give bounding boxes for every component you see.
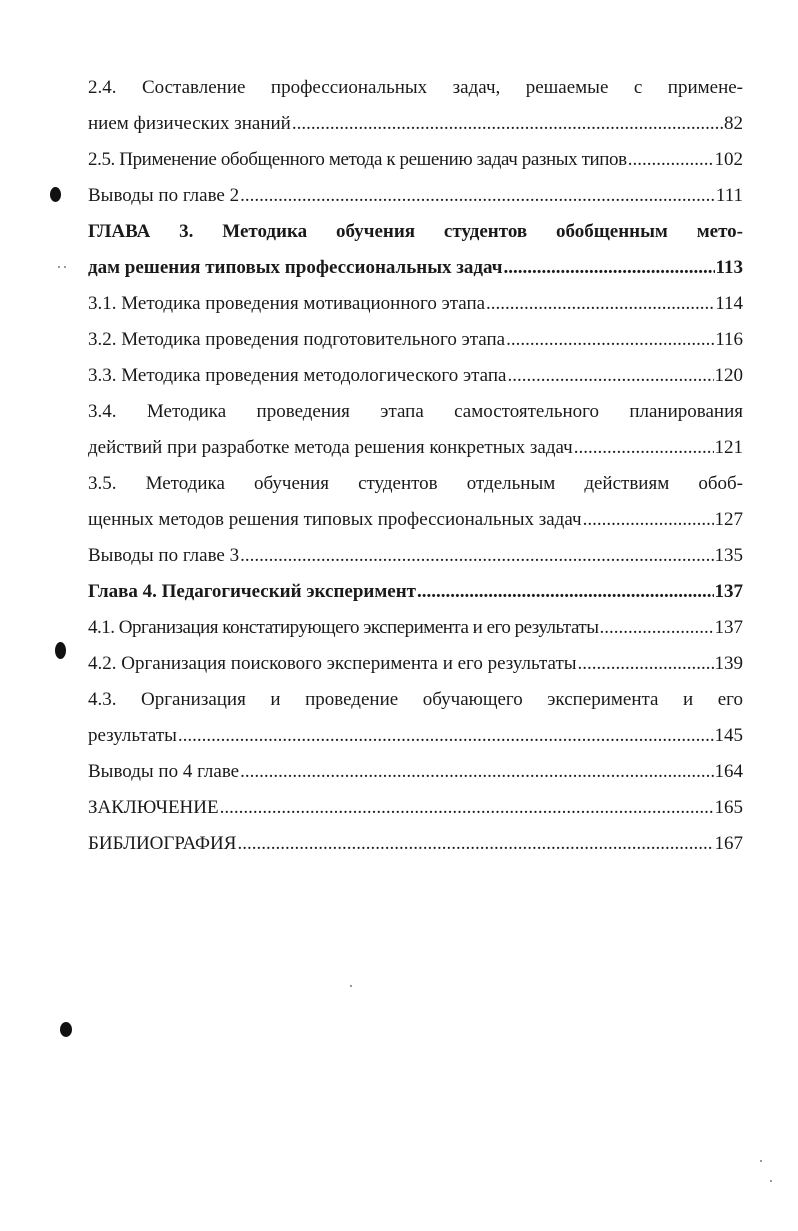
dot-leader	[240, 538, 713, 574]
toc-page-number: 135	[714, 545, 743, 566]
toc-entry-title: действий при разработке метода решения конкретных задач	[88, 437, 573, 458]
toc-page-number: 164	[714, 761, 743, 782]
scan-speck	[58, 266, 60, 268]
toc-entry-title: БИБЛИОГРАФИЯ	[88, 833, 237, 854]
toc-entry[interactable]	[88, 142, 743, 178]
toc-entry-title: 3.1. Методика проведения мотивационного этапа	[88, 293, 486, 314]
toc-chapter-entry[interactable]	[88, 574, 743, 610]
toc-entry[interactable]	[88, 106, 743, 142]
toc-entry-title: результаты	[88, 725, 177, 746]
dot-leader	[507, 358, 713, 394]
toc-page-number: 145	[714, 725, 743, 746]
dot-leader	[292, 106, 723, 142]
toc-chapter-line: ГЛАВА 3. Методика обучения студентов обобщенным мето-	[88, 221, 743, 242]
dot-leader	[220, 790, 714, 826]
dot-leader	[178, 718, 714, 754]
dot-leader	[628, 142, 714, 178]
toc-page-number: 139	[714, 653, 743, 674]
dot-leader	[574, 430, 714, 466]
dot-leader	[583, 502, 714, 538]
dot-leader	[240, 178, 715, 214]
toc-page-number: 111	[715, 185, 743, 206]
binder-hole-mark	[55, 642, 66, 659]
dot-leader	[486, 286, 714, 322]
toc-page-number: 114	[715, 293, 743, 314]
toc-entry-title: 4.2. Организация поискового эксперимента и его результаты	[88, 653, 577, 674]
toc-entry[interactable]	[88, 538, 743, 574]
toc-page-number: 127	[714, 509, 743, 530]
toc-page-number: 121	[714, 437, 743, 458]
dot-leader	[504, 250, 715, 286]
toc-page-number: 137	[714, 617, 743, 638]
toc-entry[interactable]	[88, 790, 743, 826]
dot-leader	[240, 754, 713, 790]
dot-leader	[506, 322, 714, 358]
toc-entry[interactable]	[88, 322, 743, 358]
scan-speck	[350, 985, 352, 987]
dot-leader	[599, 610, 713, 646]
toc-entry-title: ЗАКЛЮЧЕНИЕ	[88, 797, 219, 818]
toc-entry-title: Выводы по 4 главе	[88, 761, 240, 782]
toc-entry-line: 2.4. Составление профессиональных задач, решаемые с примене-	[88, 77, 743, 98]
toc-entry[interactable]	[88, 358, 743, 394]
toc-page-number: 102	[714, 149, 743, 170]
toc-entry-title: щенных методов решения типовых профессиональных задач	[88, 509, 582, 530]
toc-page-number: 137	[714, 581, 743, 602]
toc-entry-title: нием физических знаний	[88, 113, 291, 134]
toc-entry[interactable]	[88, 754, 743, 790]
toc-page-number: 167	[714, 833, 743, 854]
toc-entry[interactable]	[88, 430, 743, 466]
toc-entry[interactable]	[88, 718, 743, 754]
dot-leader	[237, 826, 713, 862]
dot-leader	[417, 574, 714, 610]
toc-entry-title: Выводы по главе 3	[88, 545, 240, 566]
toc-entry-line: 3.4. Методика проведения этапа самостоятельного планирования	[88, 401, 743, 422]
toc-entry-title: Выводы по главе 2	[88, 185, 240, 206]
toc-entry-title: 2.5. Применение обобщенного метода к решению задач разных типов	[88, 149, 627, 170]
toc-entry[interactable]	[88, 610, 743, 646]
scan-speck	[770, 1180, 772, 1182]
toc-chapter-entry[interactable]	[88, 250, 743, 286]
toc-entry-title: дам решения типовых профессиональных задач	[88, 257, 503, 278]
toc-entry-title: 3.3. Методика проведения методологического этапа	[88, 365, 507, 386]
toc-entry-line: 3.5. Методика обучения студентов отдельным действиям обоб-	[88, 473, 743, 494]
dot-leader	[578, 646, 714, 682]
toc-entry-line: 4.3. Организация и проведение обучающего эксперимента и его	[88, 689, 743, 710]
toc-entry[interactable]	[88, 826, 743, 862]
toc-page-number: 113	[715, 257, 743, 278]
toc-entry-title: 4.1. Организация констатирующего эксперимента и его результаты	[88, 617, 599, 638]
toc-page-number: 116	[715, 329, 743, 350]
toc-entry[interactable]	[88, 286, 743, 322]
toc-entry-title: 3.2. Методика проведения подготовительного этапа	[88, 329, 506, 350]
table-of-contents	[88, 70, 743, 862]
toc-entry[interactable]	[88, 502, 743, 538]
toc-entry[interactable]	[88, 646, 743, 682]
toc-page-number: 165	[714, 797, 743, 818]
scan-speck	[64, 266, 66, 268]
toc-page-number: 82	[724, 113, 743, 134]
toc-entry[interactable]	[88, 178, 743, 214]
binder-hole-mark	[50, 187, 61, 202]
scan-speck	[760, 1160, 762, 1162]
binder-hole-mark	[60, 1022, 72, 1037]
toc-entry-title: Глава 4. Педагогический эксперимент	[88, 581, 416, 602]
toc-page-number: 120	[714, 365, 743, 386]
